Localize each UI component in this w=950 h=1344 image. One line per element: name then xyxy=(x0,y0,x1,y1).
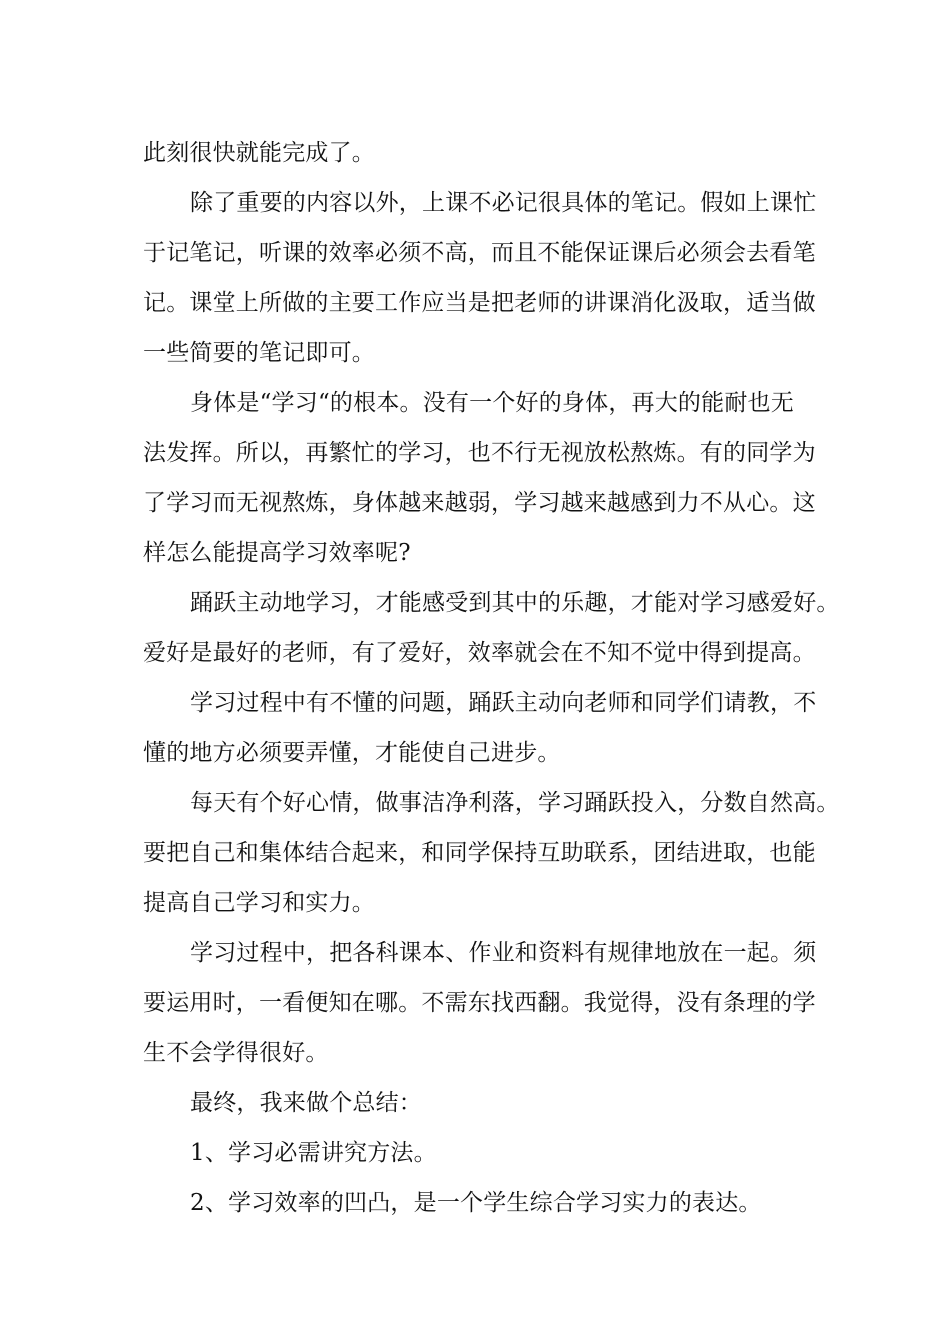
text-line: 懂的地方必须要弄懂，才能使自己进步。 xyxy=(143,740,561,766)
text-line: 每天有个好心情，做事洁净利落，学习踊跃投入，分数自然高。 xyxy=(190,790,840,816)
text-line: 爱好是最好的老师，有了爱好，效率就会在不知不觉中得到提高。 xyxy=(143,640,816,666)
text-line: 要把自己和集体结合起来，和同学保持互助联系，团结进取，也能 xyxy=(143,840,816,866)
document-body xyxy=(143,128,840,1228)
list-item: 2、学习效率的凹凸，是一个学生综合学习实力的表达。 xyxy=(190,1190,762,1216)
text-line: 除了重要的内容以外，上课不必记很具体的笔记。假如上课忙 xyxy=(190,190,817,216)
text-line: 样怎么能提高学习效率呢? xyxy=(143,540,411,566)
text-line: 要运用时，一看便知在哪。不需东找西翻。我觉得，没有条理的学 xyxy=(143,990,816,1016)
text-line: 身体是“学习“的根本。没有一个好的身体，再大的能耐也无 xyxy=(190,390,794,416)
text-line: 学习过程中，把各科课本、作业和资料有规律地放在一起。须 xyxy=(190,940,817,966)
text-line: 最终，我来做个总结： xyxy=(190,1090,422,1116)
text-line: 了学习而无视熬炼，身体越来越弱，学习越来越感到力不从心。这 xyxy=(143,490,816,516)
text-line: 学习过程中有不懂的问题，踊跃主动向老师和同学们请教，不 xyxy=(190,690,817,716)
text-line: 法发挥。所以，再繁忙的学习，也不行无视放松熬炼。有的同学为 xyxy=(143,440,816,466)
text-line: 此刻很快就能完成了。 xyxy=(143,140,375,166)
text-line: 生不会学得很好。 xyxy=(143,1040,329,1066)
text-line: 提高自己学习和实力。 xyxy=(143,890,375,916)
text-line: 踊跃主动地学习，才能感受到其中的乐趣，才能对学习感爱好。 xyxy=(190,590,840,616)
text-line: 一些简要的笔记即可。 xyxy=(143,340,375,366)
list-item: 1、学习必需讲究方法。 xyxy=(190,1140,437,1166)
text-line: 记。课堂上所做的主要工作应当是把老师的讲课消化汲取，适当做 xyxy=(143,290,816,316)
text-line: 于记笔记，听课的效率必须不高，而且不能保证课后必须会去看笔 xyxy=(143,240,816,266)
